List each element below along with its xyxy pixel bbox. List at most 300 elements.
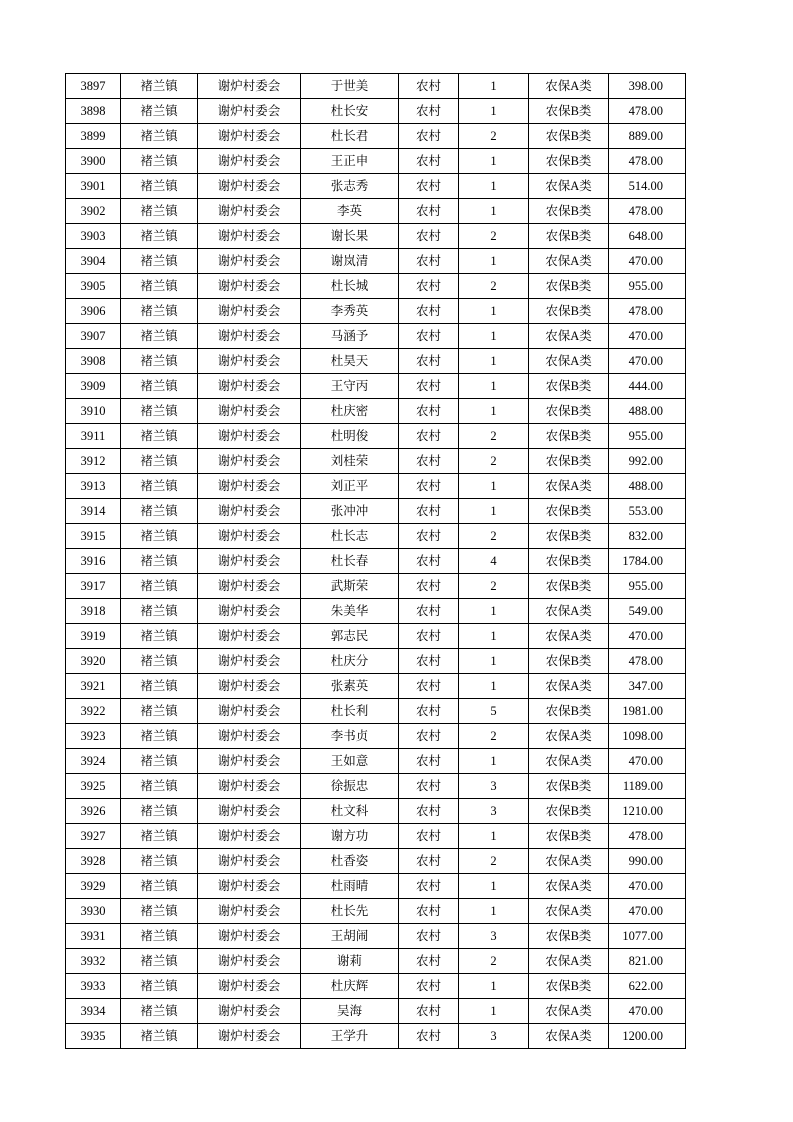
table-row <box>66 1024 686 1049</box>
cell-person_count: 2 <box>459 949 529 974</box>
cell-amount: 955.00 <box>609 574 686 599</box>
cell-person_count: 1 <box>459 199 529 224</box>
cell-insurance_category: 农保B类 <box>529 149 609 174</box>
cell-person_name: 杜庆分 <box>301 649 399 674</box>
cell-town: 褚兰镇 <box>121 749 198 774</box>
cell-residence_type: 农村 <box>399 824 459 849</box>
cell-person_count: 1 <box>459 99 529 124</box>
cell-residence_type: 农村 <box>399 524 459 549</box>
cell-town: 褚兰镇 <box>121 199 198 224</box>
cell-village_committee: 谢炉村委会 <box>198 799 301 824</box>
cell-serial_no: 3911 <box>66 424 121 449</box>
table-row <box>66 674 686 699</box>
cell-person_name: 徐振忠 <box>301 774 399 799</box>
cell-person_name: 杜长君 <box>301 124 399 149</box>
cell-insurance_category: 农保B类 <box>529 199 609 224</box>
cell-town: 褚兰镇 <box>121 299 198 324</box>
cell-person_count: 1 <box>459 324 529 349</box>
cell-town: 褚兰镇 <box>121 774 198 799</box>
cell-person_name: 李书贞 <box>301 724 399 749</box>
cell-person_name: 杜长城 <box>301 274 399 299</box>
cell-person_name: 郭志民 <box>301 624 399 649</box>
cell-residence_type: 农村 <box>399 399 459 424</box>
cell-person_name: 张素英 <box>301 674 399 699</box>
cell-town: 褚兰镇 <box>121 699 198 724</box>
cell-amount: 478.00 <box>609 149 686 174</box>
table-row <box>66 924 686 949</box>
table-row <box>66 874 686 899</box>
cell-person_count: 2 <box>459 849 529 874</box>
cell-town: 褚兰镇 <box>121 974 198 999</box>
cell-insurance_category: 农保B类 <box>529 224 609 249</box>
cell-village_committee: 谢炉村委会 <box>198 824 301 849</box>
cell-amount: 470.00 <box>609 249 686 274</box>
cell-person_name: 马涵予 <box>301 324 399 349</box>
table-row <box>66 449 686 474</box>
cell-serial_no: 3925 <box>66 774 121 799</box>
cell-village_committee: 谢炉村委会 <box>198 649 301 674</box>
cell-insurance_category: 农保A类 <box>529 849 609 874</box>
cell-residence_type: 农村 <box>399 799 459 824</box>
cell-amount: 514.00 <box>609 174 686 199</box>
table-row <box>66 549 686 574</box>
cell-serial_no: 3901 <box>66 174 121 199</box>
cell-village_committee: 谢炉村委会 <box>198 474 301 499</box>
cell-amount: 478.00 <box>609 299 686 324</box>
cell-residence_type: 农村 <box>399 299 459 324</box>
cell-town: 褚兰镇 <box>121 549 198 574</box>
cell-insurance_category: 农保B类 <box>529 549 609 574</box>
cell-amount: 1189.00 <box>609 774 686 799</box>
cell-insurance_category: 农保A类 <box>529 949 609 974</box>
cell-person_count: 1 <box>459 674 529 699</box>
cell-village_committee: 谢炉村委会 <box>198 374 301 399</box>
cell-village_committee: 谢炉村委会 <box>198 199 301 224</box>
cell-village_committee: 谢炉村委会 <box>198 174 301 199</box>
cell-village_committee: 谢炉村委会 <box>198 249 301 274</box>
cell-person_count: 1 <box>459 374 529 399</box>
cell-serial_no: 3935 <box>66 1024 121 1049</box>
cell-residence_type: 农村 <box>399 699 459 724</box>
table-row <box>66 824 686 849</box>
cell-village_committee: 谢炉村委会 <box>198 999 301 1024</box>
cell-insurance_category: 农保B类 <box>529 499 609 524</box>
table-row <box>66 349 686 374</box>
cell-village_committee: 谢炉村委会 <box>198 774 301 799</box>
cell-serial_no: 3933 <box>66 974 121 999</box>
cell-residence_type: 农村 <box>399 749 459 774</box>
cell-residence_type: 农村 <box>399 774 459 799</box>
cell-amount: 889.00 <box>609 124 686 149</box>
cell-amount: 955.00 <box>609 274 686 299</box>
table-row <box>66 424 686 449</box>
table-row <box>66 624 686 649</box>
cell-town: 褚兰镇 <box>121 124 198 149</box>
cell-insurance_category: 农保A类 <box>529 724 609 749</box>
table-row <box>66 324 686 349</box>
cell-amount: 1784.00 <box>609 549 686 574</box>
cell-village_committee: 谢炉村委会 <box>198 99 301 124</box>
cell-serial_no: 3921 <box>66 674 121 699</box>
cell-town: 褚兰镇 <box>121 874 198 899</box>
cell-serial_no: 3904 <box>66 249 121 274</box>
cell-insurance_category: 农保A类 <box>529 324 609 349</box>
cell-serial_no: 3902 <box>66 199 121 224</box>
cell-person_count: 5 <box>459 699 529 724</box>
table-row <box>66 274 686 299</box>
cell-insurance_category: 农保B类 <box>529 124 609 149</box>
cell-amount: 955.00 <box>609 424 686 449</box>
cell-residence_type: 农村 <box>399 224 459 249</box>
cell-residence_type: 农村 <box>399 549 459 574</box>
cell-residence_type: 农村 <box>399 1024 459 1049</box>
cell-person_name: 杜昊天 <box>301 349 399 374</box>
cell-residence_type: 农村 <box>399 974 459 999</box>
cell-insurance_category: 农保A类 <box>529 474 609 499</box>
cell-residence_type: 农村 <box>399 199 459 224</box>
cell-serial_no: 3910 <box>66 399 121 424</box>
cell-person_count: 1 <box>459 349 529 374</box>
table-row <box>66 649 686 674</box>
table-row <box>66 299 686 324</box>
cell-amount: 478.00 <box>609 824 686 849</box>
cell-residence_type: 农村 <box>399 999 459 1024</box>
cell-town: 褚兰镇 <box>121 424 198 449</box>
cell-amount: 648.00 <box>609 224 686 249</box>
cell-serial_no: 3934 <box>66 999 121 1024</box>
table-row <box>66 149 686 174</box>
table-row <box>66 574 686 599</box>
cell-person_name: 王胡闹 <box>301 924 399 949</box>
cell-person_name: 王守丙 <box>301 374 399 399</box>
cell-person_name: 刘桂荣 <box>301 449 399 474</box>
cell-serial_no: 3914 <box>66 499 121 524</box>
cell-serial_no: 3926 <box>66 799 121 824</box>
cell-amount: 470.00 <box>609 999 686 1024</box>
cell-insurance_category: 农保B类 <box>529 299 609 324</box>
cell-serial_no: 3931 <box>66 924 121 949</box>
cell-insurance_category: 农保B类 <box>529 774 609 799</box>
cell-amount: 478.00 <box>609 99 686 124</box>
cell-amount: 990.00 <box>609 849 686 874</box>
cell-village_committee: 谢炉村委会 <box>198 74 301 99</box>
cell-serial_no: 3923 <box>66 724 121 749</box>
cell-serial_no: 3915 <box>66 524 121 549</box>
table-row <box>66 374 686 399</box>
cell-insurance_category: 农保A类 <box>529 349 609 374</box>
cell-person_count: 1 <box>459 999 529 1024</box>
cell-person_count: 2 <box>459 574 529 599</box>
cell-insurance_category: 农保A类 <box>529 174 609 199</box>
cell-person_name: 武斯荣 <box>301 574 399 599</box>
cell-serial_no: 3932 <box>66 949 121 974</box>
cell-person_name: 谢方功 <box>301 824 399 849</box>
cell-village_committee: 谢炉村委会 <box>198 574 301 599</box>
table-row <box>66 399 686 424</box>
cell-residence_type: 农村 <box>399 499 459 524</box>
cell-village_committee: 谢炉村委会 <box>198 599 301 624</box>
cell-town: 褚兰镇 <box>121 999 198 1024</box>
cell-town: 褚兰镇 <box>121 499 198 524</box>
cell-residence_type: 农村 <box>399 624 459 649</box>
cell-insurance_category: 农保B类 <box>529 824 609 849</box>
cell-town: 褚兰镇 <box>121 899 198 924</box>
cell-serial_no: 3907 <box>66 324 121 349</box>
cell-village_committee: 谢炉村委会 <box>198 324 301 349</box>
cell-person_count: 1 <box>459 749 529 774</box>
table-row <box>66 699 686 724</box>
cell-residence_type: 农村 <box>399 149 459 174</box>
cell-residence_type: 农村 <box>399 324 459 349</box>
cell-town: 褚兰镇 <box>121 324 198 349</box>
cell-insurance_category: 农保A类 <box>529 674 609 699</box>
cell-insurance_category: 农保A类 <box>529 74 609 99</box>
cell-village_committee: 谢炉村委会 <box>198 149 301 174</box>
cell-serial_no: 3912 <box>66 449 121 474</box>
cell-residence_type: 农村 <box>399 124 459 149</box>
cell-person_name: 杜雨晴 <box>301 874 399 899</box>
cell-town: 褚兰镇 <box>121 574 198 599</box>
cell-village_committee: 谢炉村委会 <box>198 699 301 724</box>
cell-town: 褚兰镇 <box>121 249 198 274</box>
cell-village_committee: 谢炉村委会 <box>198 424 301 449</box>
table-row <box>66 499 686 524</box>
cell-town: 褚兰镇 <box>121 274 198 299</box>
cell-person_name: 杜明俊 <box>301 424 399 449</box>
table-row <box>66 724 686 749</box>
cell-residence_type: 农村 <box>399 674 459 699</box>
cell-person_count: 3 <box>459 1024 529 1049</box>
cell-person_count: 1 <box>459 299 529 324</box>
cell-residence_type: 农村 <box>399 449 459 474</box>
cell-person_name: 杜长安 <box>301 99 399 124</box>
cell-person_name: 杜庆密 <box>301 399 399 424</box>
cell-amount: 992.00 <box>609 449 686 474</box>
cell-person_count: 3 <box>459 774 529 799</box>
cell-person_count: 1 <box>459 899 529 924</box>
cell-village_committee: 谢炉村委会 <box>198 924 301 949</box>
cell-person_name: 杜长志 <box>301 524 399 549</box>
cell-serial_no: 3927 <box>66 824 121 849</box>
cell-village_committee: 谢炉村委会 <box>198 524 301 549</box>
cell-insurance_category: 农保A类 <box>529 249 609 274</box>
cell-amount: 470.00 <box>609 324 686 349</box>
cell-person_name: 杜长先 <box>301 899 399 924</box>
cell-insurance_category: 农保B类 <box>529 974 609 999</box>
cell-insurance_category: 农保B类 <box>529 799 609 824</box>
records-table <box>65 73 686 1049</box>
cell-amount: 622.00 <box>609 974 686 999</box>
cell-village_committee: 谢炉村委会 <box>198 224 301 249</box>
cell-insurance_category: 农保B类 <box>529 399 609 424</box>
table-row <box>66 999 686 1024</box>
cell-village_committee: 谢炉村委会 <box>198 124 301 149</box>
table-row <box>66 774 686 799</box>
cell-amount: 488.00 <box>609 474 686 499</box>
cell-town: 褚兰镇 <box>121 399 198 424</box>
cell-serial_no: 3924 <box>66 749 121 774</box>
cell-person_name: 于世美 <box>301 74 399 99</box>
cell-serial_no: 3900 <box>66 149 121 174</box>
cell-person_count: 1 <box>459 474 529 499</box>
cell-insurance_category: 农保A类 <box>529 899 609 924</box>
cell-amount: 821.00 <box>609 949 686 974</box>
cell-amount: 1981.00 <box>609 699 686 724</box>
cell-serial_no: 3930 <box>66 899 121 924</box>
cell-person_count: 2 <box>459 124 529 149</box>
cell-residence_type: 农村 <box>399 924 459 949</box>
cell-residence_type: 农村 <box>399 574 459 599</box>
cell-village_committee: 谢炉村委会 <box>198 949 301 974</box>
cell-village_committee: 谢炉村委会 <box>198 274 301 299</box>
cell-amount: 470.00 <box>609 349 686 374</box>
cell-serial_no: 3906 <box>66 299 121 324</box>
cell-town: 褚兰镇 <box>121 1024 198 1049</box>
cell-serial_no: 3903 <box>66 224 121 249</box>
cell-serial_no: 3916 <box>66 549 121 574</box>
cell-town: 褚兰镇 <box>121 349 198 374</box>
cell-person_count: 3 <box>459 799 529 824</box>
cell-village_committee: 谢炉村委会 <box>198 749 301 774</box>
cell-town: 褚兰镇 <box>121 224 198 249</box>
cell-amount: 832.00 <box>609 524 686 549</box>
cell-town: 褚兰镇 <box>121 924 198 949</box>
cell-person_count: 1 <box>459 499 529 524</box>
table-row <box>66 849 686 874</box>
table-row <box>66 524 686 549</box>
cell-town: 褚兰镇 <box>121 949 198 974</box>
table-row <box>66 949 686 974</box>
cell-amount: 549.00 <box>609 599 686 624</box>
cell-person_name: 张志秀 <box>301 174 399 199</box>
cell-town: 褚兰镇 <box>121 449 198 474</box>
table-row <box>66 749 686 774</box>
cell-serial_no: 3909 <box>66 374 121 399</box>
cell-person_name: 谢长果 <box>301 224 399 249</box>
cell-town: 褚兰镇 <box>121 824 198 849</box>
cell-residence_type: 农村 <box>399 374 459 399</box>
table-row <box>66 249 686 274</box>
cell-person_name: 朱美华 <box>301 599 399 624</box>
cell-residence_type: 农村 <box>399 599 459 624</box>
cell-village_committee: 谢炉村委会 <box>198 874 301 899</box>
cell-person_name: 王正申 <box>301 149 399 174</box>
cell-serial_no: 3897 <box>66 74 121 99</box>
cell-amount: 398.00 <box>609 74 686 99</box>
cell-town: 褚兰镇 <box>121 799 198 824</box>
cell-serial_no: 3919 <box>66 624 121 649</box>
cell-insurance_category: 农保A类 <box>529 874 609 899</box>
cell-person_name: 谢岚清 <box>301 249 399 274</box>
cell-residence_type: 农村 <box>399 249 459 274</box>
cell-residence_type: 农村 <box>399 99 459 124</box>
cell-person_count: 1 <box>459 149 529 174</box>
cell-village_committee: 谢炉村委会 <box>198 674 301 699</box>
cell-town: 褚兰镇 <box>121 524 198 549</box>
cell-person_count: 4 <box>459 549 529 574</box>
cell-amount: 1200.00 <box>609 1024 686 1049</box>
cell-town: 褚兰镇 <box>121 474 198 499</box>
cell-village_committee: 谢炉村委会 <box>198 974 301 999</box>
cell-insurance_category: 农保A类 <box>529 599 609 624</box>
cell-insurance_category: 农保B类 <box>529 699 609 724</box>
cell-residence_type: 农村 <box>399 424 459 449</box>
cell-person_name: 杜长春 <box>301 549 399 574</box>
cell-person_name: 李秀英 <box>301 299 399 324</box>
cell-town: 褚兰镇 <box>121 174 198 199</box>
cell-person_name: 王如意 <box>301 749 399 774</box>
table-row <box>66 599 686 624</box>
cell-insurance_category: 农保A类 <box>529 624 609 649</box>
cell-serial_no: 3898 <box>66 99 121 124</box>
cell-residence_type: 农村 <box>399 474 459 499</box>
cell-person_name: 杜文科 <box>301 799 399 824</box>
cell-amount: 478.00 <box>609 199 686 224</box>
cell-town: 褚兰镇 <box>121 599 198 624</box>
cell-person_count: 2 <box>459 224 529 249</box>
cell-residence_type: 农村 <box>399 899 459 924</box>
cell-person_name: 王学升 <box>301 1024 399 1049</box>
cell-village_committee: 谢炉村委会 <box>198 549 301 574</box>
cell-person_count: 3 <box>459 924 529 949</box>
cell-person_name: 刘正平 <box>301 474 399 499</box>
cell-amount: 470.00 <box>609 749 686 774</box>
cell-serial_no: 3908 <box>66 349 121 374</box>
cell-town: 褚兰镇 <box>121 624 198 649</box>
cell-village_committee: 谢炉村委会 <box>198 1024 301 1049</box>
cell-serial_no: 3922 <box>66 699 121 724</box>
cell-person_count: 1 <box>459 649 529 674</box>
cell-village_committee: 谢炉村委会 <box>198 499 301 524</box>
cell-town: 褚兰镇 <box>121 149 198 174</box>
cell-residence_type: 农村 <box>399 274 459 299</box>
cell-person_count: 2 <box>459 449 529 474</box>
cell-town: 褚兰镇 <box>121 724 198 749</box>
cell-amount: 478.00 <box>609 649 686 674</box>
cell-village_committee: 谢炉村委会 <box>198 349 301 374</box>
cell-amount: 488.00 <box>609 399 686 424</box>
cell-town: 褚兰镇 <box>121 674 198 699</box>
cell-person_count: 1 <box>459 824 529 849</box>
cell-person_name: 杜长利 <box>301 699 399 724</box>
cell-person_count: 1 <box>459 624 529 649</box>
cell-person_name: 杜庆辉 <box>301 974 399 999</box>
cell-serial_no: 3929 <box>66 874 121 899</box>
cell-insurance_category: 农保A类 <box>529 1024 609 1049</box>
cell-person_name: 张冲冲 <box>301 499 399 524</box>
cell-residence_type: 农村 <box>399 724 459 749</box>
cell-person_count: 1 <box>459 874 529 899</box>
table-row <box>66 899 686 924</box>
cell-person_name: 杜香姿 <box>301 849 399 874</box>
cell-serial_no: 3913 <box>66 474 121 499</box>
cell-insurance_category: 农保A类 <box>529 999 609 1024</box>
table-row <box>66 174 686 199</box>
cell-person_count: 1 <box>459 399 529 424</box>
cell-person_count: 2 <box>459 424 529 449</box>
cell-person_count: 2 <box>459 274 529 299</box>
table-row <box>66 99 686 124</box>
cell-serial_no: 3905 <box>66 274 121 299</box>
cell-amount: 1077.00 <box>609 924 686 949</box>
cell-insurance_category: 农保B类 <box>529 374 609 399</box>
table-row <box>66 974 686 999</box>
cell-town: 褚兰镇 <box>121 99 198 124</box>
cell-residence_type: 农村 <box>399 874 459 899</box>
cell-village_committee: 谢炉村委会 <box>198 624 301 649</box>
cell-amount: 470.00 <box>609 624 686 649</box>
cell-person_name: 李英 <box>301 199 399 224</box>
